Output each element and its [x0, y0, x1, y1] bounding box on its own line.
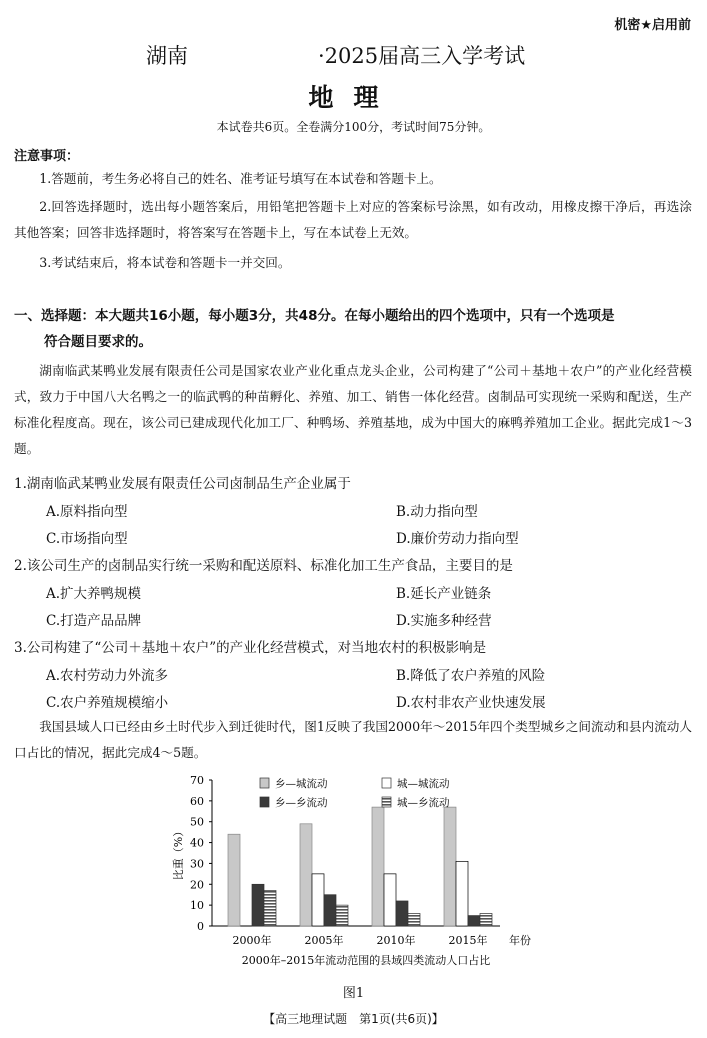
bar-2-1 — [384, 874, 396, 926]
figure-label: 图1 — [342, 986, 365, 1001]
legend-label: 城—城流动 — [397, 778, 450, 790]
x-axis-label: 年份 — [509, 934, 531, 947]
question-3-option-a: A.农村劳动力外流多 — [46, 668, 169, 684]
legend-label: 乡—城流动 — [275, 778, 328, 790]
question-3-option-c: C.农户养殖规模缩小 — [46, 695, 169, 711]
exam-title: ·2025届高三入学考试 — [318, 44, 526, 68]
y-tick-label: 20 — [190, 878, 204, 892]
x-tick-label: 2000年 — [232, 934, 272, 947]
section-heading — [14, 303, 694, 355]
legend-swatch — [382, 797, 391, 807]
question-1-option-a: A.原料指向型 — [46, 504, 128, 520]
bar-1-2 — [324, 895, 336, 926]
page-footer: 【高三地理试题 第1页(共6页)】 — [263, 1012, 444, 1026]
bar-0-3 — [264, 891, 276, 926]
passage-2: 我国县域人口已经由乡土时代步入到迁徙时代，图1反映了我国2000年～2015年四个类型城乡之间流动和县内流动人口占比的情况，据此完成4～5题。 — [14, 719, 692, 760]
question-1-stem: 1.湖南临武某鸭业发展有限责任公司卤制品生产企业属于 — [14, 476, 351, 492]
passage-1: 湖南临武某鸭业发展有限责任公司是国家农业产业化重点龙头企业，公司构建了“公司＋基地＋农户”的产业化经营模式，致力于中国八大名鸭之一的临武鸭的种苗孵化、养殖、加工、销售一体化经营。卤制品可实现统一采购和配送，生产标准化程度高。现在，该公司已建成现代化加工厂、种鸭场、养殖基地，成为中国大的麻鸭养殖加工企业。据此完成1～3题。 — [14, 363, 692, 456]
x-tick-label: 2005年 — [304, 934, 344, 947]
bar-2-0 — [372, 807, 384, 926]
question-2-option-b: B.延长产业链条 — [396, 586, 492, 602]
question-1-option-b: B.动力指向型 — [396, 504, 478, 520]
legend-swatch — [260, 797, 269, 807]
flow-population-chart — [160, 768, 550, 976]
question-2-stem: 2.该公司生产的卤制品实行统一采购和配送原料、标准化加工生产食品，主要目的是 — [14, 558, 513, 574]
bar-2-3 — [408, 913, 420, 926]
y-tick-label: 70 — [190, 774, 204, 787]
notice-item-2: 2.回答选择题时，选出每小题答案后，用铅笔把答题卡上对应的答案标号涂黑，如有改动，用橡皮擦干净后，再选涂其他答案；回答非选择题时，将答案写在答题卡上，写在本试卷上无效。 — [14, 199, 692, 240]
question-3-option-b: B.降低了农户养殖的风险 — [396, 668, 546, 684]
y-tick-label: 0 — [197, 920, 204, 933]
bar-0-0 — [228, 834, 240, 926]
chart-title: 2000年–2015年流动范围的县域四类流动人口占比 — [241, 954, 491, 967]
y-tick-label: 30 — [190, 857, 204, 871]
bar-3-0 — [444, 807, 456, 926]
legend-label: 乡—乡流动 — [275, 797, 328, 809]
notice-heading: 注意事项： — [14, 149, 80, 164]
bar-3-1 — [456, 861, 468, 926]
bar-1-1 — [312, 874, 324, 926]
y-axis-label: 比重（%） — [172, 825, 185, 881]
question-2-option-c: C.打造产品品牌 — [46, 613, 142, 629]
question-2-option-d: D.实施多种经营 — [396, 613, 492, 629]
legend-label: 城—乡流动 — [397, 797, 450, 809]
subject-title: 地理 — [308, 83, 399, 112]
legend-swatch — [260, 778, 269, 788]
legend-swatch — [382, 778, 391, 788]
exam-meta: 本试卷共6页。全卷满分100分，考试时间75分钟。 — [216, 120, 491, 134]
bar-3-2 — [468, 916, 480, 926]
question-3-stem: 3.公司构建了“公司＋基地＋农户”的产业化经营模式，对当地农村的积极影响是 — [14, 640, 487, 656]
bar-0-2 — [252, 884, 264, 926]
section-heading-line2: 符合题目要求的。 — [44, 334, 152, 350]
confidential-mark: 机密★启用前 — [614, 18, 691, 33]
x-tick-label: 2010年 — [376, 934, 416, 947]
y-tick-label: 50 — [190, 815, 204, 829]
bar-2-2 — [396, 901, 408, 926]
question-3-option-d: D.农村非农产业快速发展 — [396, 695, 546, 711]
exam-region: 湖南 — [146, 44, 188, 68]
bar-1-0 — [300, 824, 312, 926]
section-heading-line1: 一、选择题：本大题共16小题，每小题3分，共48分。在每小题给出的四个选项中，只有一个选项是 — [14, 308, 615, 324]
bar-1-3 — [336, 905, 348, 926]
question-1-option-d: D.廉价劳动力指向型 — [396, 531, 519, 547]
bar-3-3 — [480, 913, 492, 926]
y-tick-label: 60 — [190, 794, 204, 808]
y-tick-label: 40 — [190, 836, 204, 850]
notice-item-3: 3.考试结束后，将本试卷和答题卡一并交回。 — [39, 255, 291, 270]
question-1-option-c: C.市场指向型 — [46, 531, 128, 547]
question-2-option-a: A.扩大养鸭规模 — [46, 586, 142, 602]
notice-item-1: 1.答题前，考生务必将自己的姓名、准考证号填写在本试卷和答题卡上。 — [39, 171, 442, 186]
y-tick-label: 10 — [190, 899, 204, 913]
x-tick-label: 2015年 — [448, 934, 488, 947]
